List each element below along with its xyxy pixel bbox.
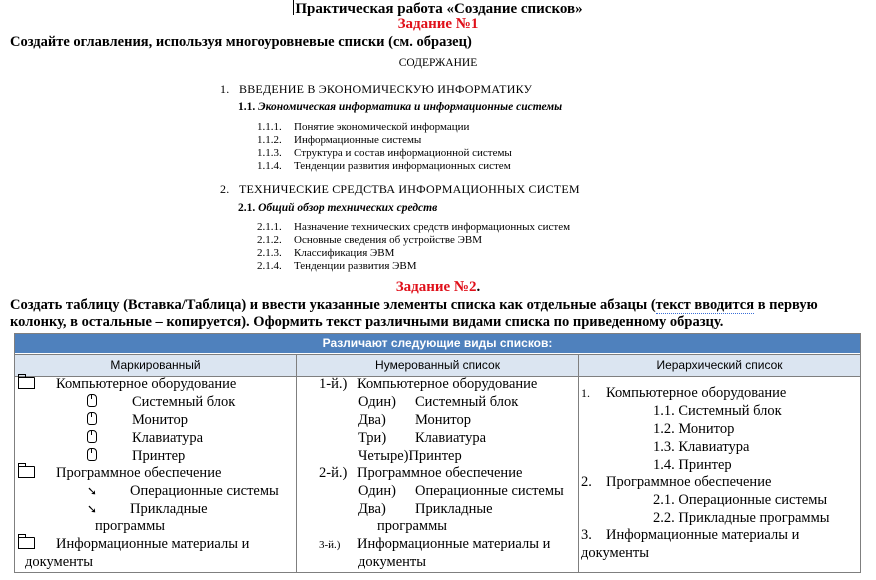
toc-item: 1.1.3. Структура и состав информационной системы bbox=[257, 147, 512, 159]
list-item-continuation: документы bbox=[581, 545, 649, 561]
list-item: ➘ Операционные системы bbox=[87, 483, 279, 499]
list-item: 1.1. Системный блок bbox=[653, 403, 782, 419]
toc-section-2: 2. ТЕХНИЧЕСКИЕ СРЕДСТВА ИНФОРМАЦИОННЫХ СИСТЕМ bbox=[220, 182, 580, 196]
task1-label: Задание №1 bbox=[397, 16, 479, 32]
list-item: 3-й.) Информационные материалы и bbox=[319, 536, 551, 552]
mouse-icon bbox=[87, 430, 97, 443]
toc-item: 1.1.4. Тенденции развития информационных систем bbox=[257, 160, 511, 172]
list-item-continuation: документы bbox=[25, 554, 93, 570]
task2-text-line1: Создать таблицу (Вставка/Таблица) и ввести указанные элементы списка как отдельные абзацы (текст вводится в первую bbox=[10, 297, 818, 313]
lists-table bbox=[14, 333, 861, 573]
list-item-continuation: программы bbox=[377, 518, 447, 534]
list-item: 2-й.) Программное обеспечение bbox=[319, 465, 523, 481]
col-header-numbered: Нумерованный список bbox=[297, 354, 578, 377]
toc-subsection-2-1: 2.1. Общий обзор технических средств bbox=[238, 202, 438, 214]
mouse-icon bbox=[87, 448, 97, 461]
column-divider bbox=[296, 354, 297, 572]
list-item: Четыре)Принтер bbox=[358, 448, 462, 464]
list-item: 1-й.) Компьютерное оборудование bbox=[319, 376, 538, 392]
toc-item: 2.1.3. Классификация ЭВМ bbox=[257, 247, 395, 259]
list-item: Два) Прикладные bbox=[358, 501, 493, 517]
list-item: 2.1. Операционные системы bbox=[653, 492, 828, 508]
toc-section-1: 1. ВВЕДЕНИЕ В ЭКОНОМИЧЕСКУЮ ИНФОРМАТИКУ bbox=[220, 82, 533, 96]
page-title: Практическая работа «Создание списков» bbox=[295, 1, 583, 17]
toc-heading: СОДЕРЖАНИЕ bbox=[398, 57, 478, 69]
toc-item: 1.1.1. Понятие экономической информации bbox=[257, 121, 470, 133]
toc-item: 1.1.2. Информационные системы bbox=[257, 134, 422, 146]
list-item: Системный блок bbox=[87, 394, 235, 411]
toc-item: 2.1.4. Тенденции развития ЭВМ bbox=[257, 260, 417, 272]
list-item: 1.4. Принтер bbox=[653, 457, 732, 473]
mouse-icon bbox=[87, 394, 97, 407]
list-item: Два) Монитор bbox=[358, 412, 471, 428]
toc-item: 2.1.2. Основные сведения об устройстве ЭВМ bbox=[257, 234, 483, 246]
task2-label: Задание №2. bbox=[395, 279, 481, 295]
task1-text: Создайте оглавления, используя многоуровневые списки (см. образец) bbox=[10, 34, 472, 50]
mouse-icon bbox=[87, 412, 97, 425]
col-header-bulleted: Маркированный bbox=[15, 354, 296, 377]
list-item: 1. Компьютерное оборудование bbox=[581, 385, 787, 401]
list-item: 2. Программное обеспечение bbox=[581, 474, 772, 490]
list-item: 2.2. Прикладные программы bbox=[653, 510, 830, 526]
list-item: Принтер bbox=[87, 448, 185, 465]
list-item: Монитор bbox=[87, 412, 188, 429]
folder-icon bbox=[18, 377, 35, 389]
pointer-icon: ➘ bbox=[87, 502, 98, 516]
column-divider bbox=[578, 354, 579, 572]
folder-icon bbox=[18, 466, 35, 478]
list-item-continuation: программы bbox=[95, 518, 165, 534]
list-item: 3. Информационные материалы и bbox=[581, 527, 800, 543]
list-item: 1.3. Клавиатура bbox=[653, 439, 750, 455]
table-caption: Различают следующие виды списков: bbox=[15, 334, 860, 353]
list-item: 1.2. Монитор bbox=[653, 421, 735, 437]
toc-subsection-1-1: 1.1. Экономическая информатика и информационные системы bbox=[238, 101, 563, 113]
list-item: Компьютерное оборудование bbox=[18, 376, 236, 393]
list-item-continuation: документы bbox=[358, 554, 426, 570]
list-item: Три) Клавиатура bbox=[358, 430, 487, 446]
list-item: Программное обеспечение bbox=[18, 465, 221, 482]
col-header-hierarchical: Иерархический список bbox=[579, 354, 860, 377]
list-item: Информационные материалы и bbox=[18, 536, 249, 553]
folder-open-icon bbox=[18, 537, 35, 549]
list-item: Один) Операционные системы bbox=[358, 483, 564, 499]
toc-item: 2.1.1. Назначение технических средств информационных систем bbox=[257, 221, 571, 233]
list-item: Клавиатура bbox=[87, 430, 203, 447]
list-item: ➘ Прикладные bbox=[87, 501, 208, 517]
task2-text-line2: колонку, в остальные – копируется). Оформить текст различными видами списка по приведенному образцу. bbox=[10, 314, 724, 330]
pointer-icon: ➘ bbox=[87, 484, 98, 498]
list-item: Один) Системный блок bbox=[358, 394, 519, 410]
